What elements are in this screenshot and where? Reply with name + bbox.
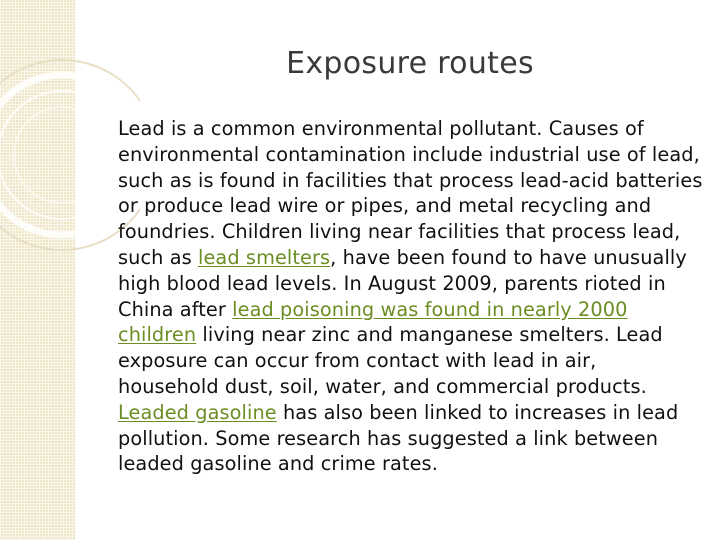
lead-poisoning-link[interactable]: lead poisoning was found in nearly 2000 children	[118, 297, 628, 347]
body-text-part-2: , have been found to have unusually high blood lead levels. In August 2009, parents rioted in China after	[118, 245, 687, 321]
body-text-part-1: Lead is a common environmental pollutant. Causes of environmental contamination include industrial use of lead, such as is found in facilities that process lead-acid batteries or produce lead wire or pipes, and metal recycling and foundries. Children living near facilities that process lead, such as	[118, 117, 703, 269]
slide-title: Exposure routes	[286, 46, 534, 81]
leaded-gasoline-link[interactable]: Leaded gasoline	[118, 400, 277, 424]
slide-body-text	[118, 116, 703, 477]
body-text-part-4: has also been linked to increases in lead pollution. Some research has suggested a link between leaded gasoline and crime rates.	[118, 400, 679, 476]
body-text-part-3: living near zinc and manganese smelters. Lead exposure can occur from contact with lead in air, household dust, soil, water, and commercial products.	[118, 323, 663, 398]
lead-smelters-link[interactable]: lead smelters	[198, 245, 331, 269]
